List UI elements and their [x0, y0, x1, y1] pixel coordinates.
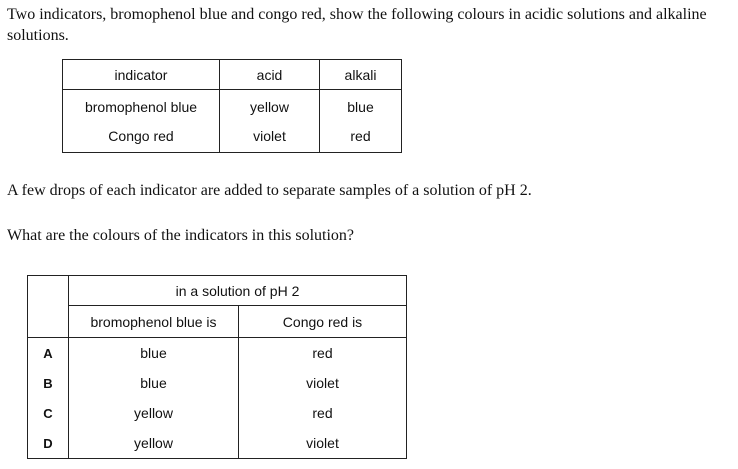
- header-congo: Congo red is: [239, 306, 407, 338]
- indicator-colour-table: [62, 59, 402, 153]
- indicator-name: bromophenol blue: [63, 90, 220, 122]
- intro-text: Two indicators, bromophenol blue and congo red, show the following colours in acidic solutions and alkaline solutions.: [7, 6, 707, 44]
- question-statement: A few drops of each indicator are added to separate samples of a solution of pH 2.: [7, 182, 532, 199]
- option-letter: A: [28, 338, 69, 369]
- bromophenol-colour: blue: [69, 338, 239, 369]
- alkali-colour: red: [320, 121, 402, 153]
- answer-options-table: [27, 275, 407, 459]
- table-header-row: [28, 306, 407, 338]
- bromophenol-colour: yellow: [69, 428, 239, 459]
- congo-colour: red: [239, 338, 407, 369]
- acid-colour: violet: [220, 121, 320, 153]
- header-alkali: alkali: [320, 60, 402, 90]
- option-letter: B: [28, 368, 69, 398]
- group-header: in a solution of pH 2: [69, 276, 407, 306]
- empty-corner-cell: [28, 306, 69, 338]
- option-row-c: [28, 398, 407, 428]
- congo-colour: red: [239, 398, 407, 428]
- header-bromophenol: bromophenol blue is: [69, 306, 239, 338]
- header-indicator: indicator: [63, 60, 220, 90]
- header-acid: acid: [220, 60, 320, 90]
- bromophenol-colour: yellow: [69, 398, 239, 428]
- congo-colour: violet: [239, 368, 407, 398]
- option-row-d: [28, 428, 407, 459]
- acid-colour: yellow: [220, 90, 320, 122]
- congo-colour: violet: [239, 428, 407, 459]
- table-header-row: [63, 60, 402, 90]
- question-prompt: What are the colours of the indicators in this solution?: [7, 227, 355, 244]
- table-group-header-row: [28, 276, 407, 306]
- bromophenol-colour: blue: [69, 368, 239, 398]
- option-letter: D: [28, 428, 69, 459]
- alkali-colour: blue: [320, 90, 402, 122]
- option-letter: C: [28, 398, 69, 428]
- option-row-b: [28, 368, 407, 398]
- table-row: [63, 90, 402, 122]
- indicator-name: Congo red: [63, 121, 220, 153]
- empty-corner-cell: [28, 276, 69, 306]
- option-row-a: [28, 338, 407, 369]
- table-row: [63, 121, 402, 153]
